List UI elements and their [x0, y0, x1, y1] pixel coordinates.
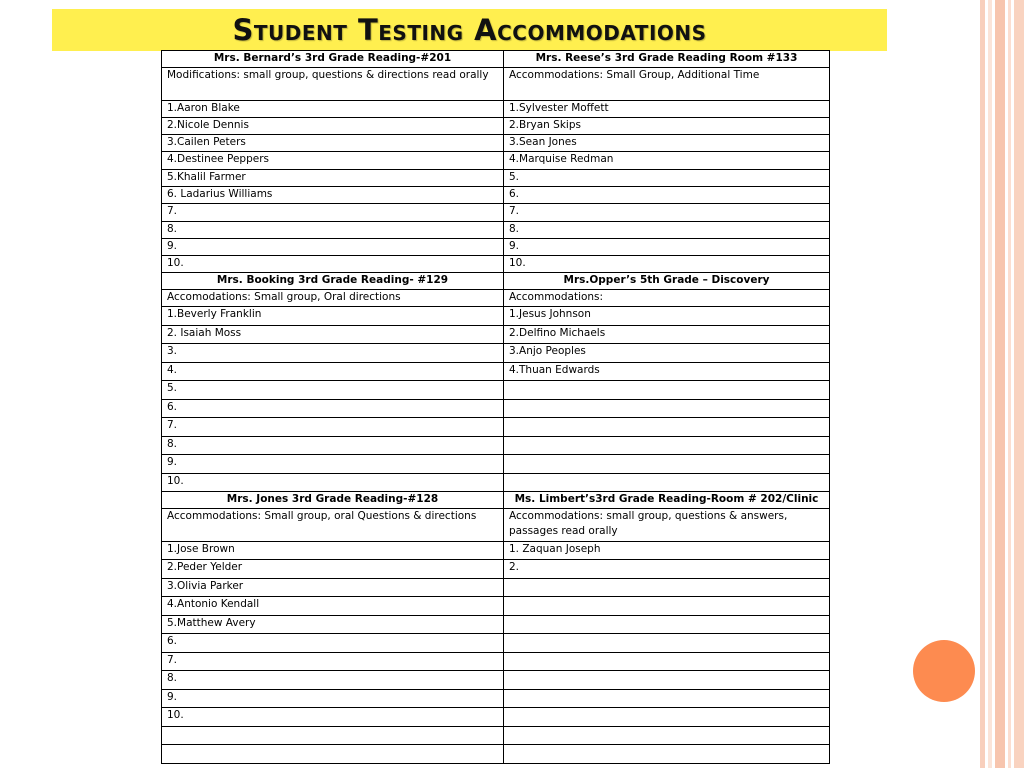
- right-cell: 4.Marquise Redman: [504, 152, 830, 169]
- page-title: Student Testing Accommodations: [232, 13, 707, 47]
- right-cell: Ms. Limbert’s3rd Grade Reading-Room # 202/Clinic: [504, 492, 830, 509]
- student-row: [162, 436, 830, 455]
- student-row: [162, 578, 830, 597]
- student-row: [162, 689, 830, 708]
- student-row: [162, 597, 830, 616]
- student-row: [162, 418, 830, 437]
- accommodation-note-row: [162, 289, 830, 306]
- student-row: [162, 671, 830, 690]
- right-cell: [504, 652, 830, 671]
- right-cell: 1. Zaquan Joseph: [504, 541, 830, 560]
- left-cell: 2.Peder Yelder: [162, 560, 504, 579]
- left-cell: 1.Jose Brown: [162, 541, 504, 560]
- right-cell: Accommodations: Small Group, Additional Time: [504, 67, 830, 100]
- left-cell: 8.: [162, 436, 504, 455]
- right-cell: [504, 745, 830, 764]
- left-cell: 10.: [162, 256, 504, 273]
- right-cell: 2.: [504, 560, 830, 579]
- student-row: [162, 473, 830, 492]
- right-cell: [504, 708, 830, 727]
- student-row: [162, 325, 830, 344]
- right-cell: [504, 473, 830, 492]
- student-row: [162, 381, 830, 400]
- student-row: [162, 541, 830, 560]
- left-cell: 3.Cailen Peters: [162, 135, 504, 152]
- student-row: [162, 238, 830, 255]
- left-cell: [162, 726, 504, 745]
- left-cell: 9.: [162, 238, 504, 255]
- right-cell: 8.: [504, 221, 830, 238]
- left-cell: [162, 745, 504, 764]
- class-header-row: [162, 51, 830, 68]
- left-cell: 5.: [162, 381, 504, 400]
- student-row: [162, 186, 830, 203]
- right-cell: 4.Thuan Edwards: [504, 362, 830, 381]
- right-cell: 2.Bryan Skips: [504, 117, 830, 134]
- left-cell: 2.Nicole Dennis: [162, 117, 504, 134]
- right-cell: 9.: [504, 238, 830, 255]
- right-cell: 1.Jesus Johnson: [504, 307, 830, 326]
- left-cell: 4.Antonio Kendall: [162, 597, 504, 616]
- left-cell: 9.: [162, 455, 504, 474]
- right-cell: 3.Sean Jones: [504, 135, 830, 152]
- right-cell: [504, 399, 830, 418]
- accommodation-note-row: [162, 67, 830, 100]
- student-row: [162, 615, 830, 634]
- left-cell: 6.: [162, 399, 504, 418]
- student-row: [162, 652, 830, 671]
- left-cell: 7.: [162, 418, 504, 437]
- left-cell: 1.Aaron Blake: [162, 100, 504, 117]
- right-cell: 10.: [504, 256, 830, 273]
- left-cell: 4.: [162, 362, 504, 381]
- title-bar: [52, 9, 887, 51]
- right-cell: [504, 381, 830, 400]
- left-cell: Accomodations: Small group, Oral directions: [162, 289, 504, 306]
- left-cell: 6. Ladarius Williams: [162, 186, 504, 203]
- student-row: [162, 560, 830, 579]
- left-cell: 10.: [162, 708, 504, 727]
- student-row: [162, 726, 830, 745]
- right-cell: [504, 726, 830, 745]
- left-cell: 1.Beverly Franklin: [162, 307, 504, 326]
- right-cell: 3.Anjo Peoples: [504, 344, 830, 363]
- student-row: [162, 307, 830, 326]
- right-cell: 7.: [504, 204, 830, 221]
- left-cell: 7.: [162, 204, 504, 221]
- left-cell: 6.: [162, 634, 504, 653]
- left-cell: Mrs. Jones 3rd Grade Reading-#128: [162, 492, 504, 509]
- accommodation-note-row: [162, 508, 830, 541]
- class-header-row: [162, 492, 830, 509]
- right-cell: [504, 578, 830, 597]
- left-cell: 2. Isaiah Moss: [162, 325, 504, 344]
- left-cell: 3.: [162, 344, 504, 363]
- left-cell: 3.Olivia Parker: [162, 578, 504, 597]
- left-cell: 4.Destinee Peppers: [162, 152, 504, 169]
- student-row: [162, 221, 830, 238]
- left-cell: Modifications: small group, questions & directions read orally: [162, 67, 504, 100]
- student-row: [162, 169, 830, 186]
- right-cell: 6.: [504, 186, 830, 203]
- class-header-row: [162, 273, 830, 290]
- left-cell: Mrs. Bernard’s 3rd Grade Reading-#201: [162, 51, 504, 68]
- right-cell: [504, 615, 830, 634]
- left-cell: 9.: [162, 689, 504, 708]
- student-row: [162, 344, 830, 363]
- left-cell: 8.: [162, 221, 504, 238]
- decorative-stripes: [980, 0, 1024, 768]
- student-row: [162, 455, 830, 474]
- student-row: [162, 256, 830, 273]
- right-cell: [504, 597, 830, 616]
- right-cell: [504, 689, 830, 708]
- student-row: [162, 204, 830, 221]
- right-cell: Accommodations: small group, questions & answers, passages read orally: [504, 508, 830, 541]
- right-cell: Mrs. Reese’s 3rd Grade Reading Room #133: [504, 51, 830, 68]
- student-row: [162, 745, 830, 764]
- student-row: [162, 362, 830, 381]
- right-cell: Mrs.Opper’s 5th Grade – Discovery: [504, 273, 830, 290]
- decorative-circle: [913, 640, 975, 702]
- student-row: [162, 117, 830, 134]
- student-row: [162, 100, 830, 117]
- left-cell: 5.Matthew Avery: [162, 615, 504, 634]
- right-cell: Accommodations:: [504, 289, 830, 306]
- left-cell: 10.: [162, 473, 504, 492]
- student-row: [162, 708, 830, 727]
- right-cell: [504, 455, 830, 474]
- left-cell: Mrs. Booking 3rd Grade Reading- #129: [162, 273, 504, 290]
- right-cell: 5.: [504, 169, 830, 186]
- left-cell: 5.Khalil Farmer: [162, 169, 504, 186]
- student-row: [162, 399, 830, 418]
- student-row: [162, 152, 830, 169]
- student-row: [162, 634, 830, 653]
- right-cell: [504, 436, 830, 455]
- student-row: [162, 135, 830, 152]
- right-cell: [504, 671, 830, 690]
- right-cell: [504, 634, 830, 653]
- accommodations-table: [161, 50, 830, 764]
- right-cell: 2.Delfino Michaels: [504, 325, 830, 344]
- right-cell: 1.Sylvester Moffett: [504, 100, 830, 117]
- left-cell: 8.: [162, 671, 504, 690]
- right-cell: [504, 418, 830, 437]
- left-cell: Accommodations: Small group, oral Questions & directions: [162, 508, 504, 541]
- left-cell: 7.: [162, 652, 504, 671]
